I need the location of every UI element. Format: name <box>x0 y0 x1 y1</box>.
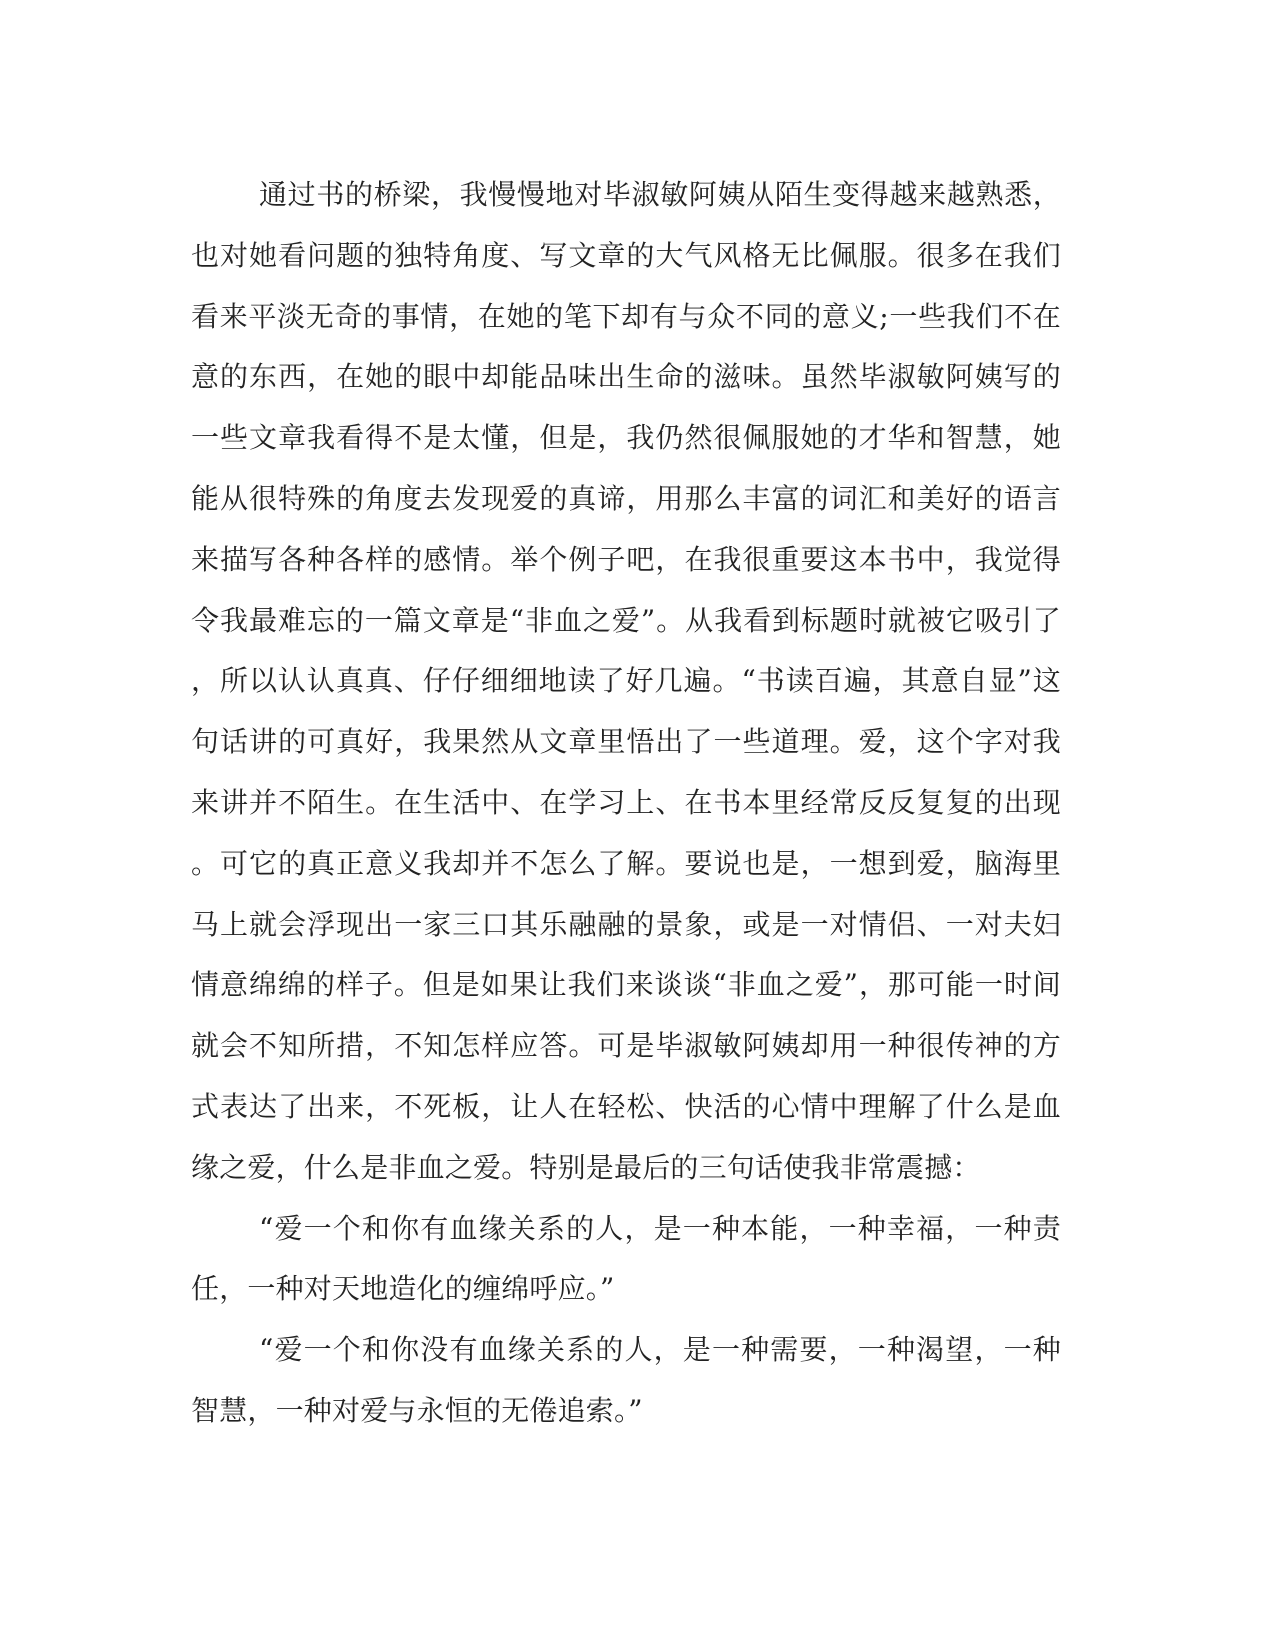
paragraph-line: 式表达了出来，不死板，让人在轻松、快活的心情中理解了什么是血 <box>191 1089 1061 1123</box>
paragraph-line: 能从很特殊的角度去发现爱的真谛，用那么丰富的词汇和美好的语言 <box>191 481 1061 515</box>
quote-line: “爱一个和你没有血缘关系的人，是一种需要，一种渴望，一种 <box>259 1333 1061 1367</box>
paragraph-line: 情意绵绵的样子。但是如果让我们来谈谈“非血之爱”，那可能一时间 <box>191 968 1061 1002</box>
paragraph-line: 意的东西，在她的眼中却能品味出生命的滋味。虽然毕淑敏阿姨写的 <box>191 360 1061 394</box>
paragraph-line: 来讲并不陌生。在生活中、在学习上、在书本里经常反反复复的出现 <box>191 785 1061 819</box>
paragraph-line: 看来平淡无奇的事情，在她的笔下却有与众不同的意义;一些我们不在 <box>191 299 1061 333</box>
paragraph-line: 句话讲的可真好，我果然从文章里悟出了一些道理。爱，这个字对我 <box>191 725 1061 759</box>
paragraph-line: 就会不知所措，不知怎样应答。可是毕淑敏阿姨却用一种很传神的方 <box>191 1029 1061 1063</box>
paragraph-line: 也对她看问题的独特角度、写文章的大气风格无比佩服。很多在我们 <box>191 238 1061 272</box>
paragraph-line: 通过书的桥梁，我慢慢地对毕淑敏阿姨从陌生变得越来越熟悉， <box>259 178 1061 211</box>
paragraph-line: ，所以认认真真、仔仔细细地读了好几遍。“书读百遍，其意自显”这 <box>191 664 1061 698</box>
paragraph-line: 。可它的真正意义我却并不怎么了解。要说也是，一想到爱，脑海里 <box>191 846 1061 880</box>
paragraph-line: 一些文章我看得不是太懂，但是，我仍然很佩服她的才华和智慧，她 <box>191 421 1061 455</box>
paragraph-line: 马上就会浮现出一家三口其乐融融的景象，或是一对情侣、一对夫妇 <box>191 907 1061 941</box>
quote-line: 任，一种对天地造化的缠绵呼应。” <box>191 1272 615 1306</box>
body-text <box>191 165 1061 1442</box>
paragraph-line: 缘之爱，什么是非血之爱。特别是最后的三句话使我非常震撼： <box>191 1150 981 1184</box>
quote-line: “爱一个和你有血缘关系的人，是一种本能，一种幸福，一种责 <box>259 1211 1061 1245</box>
paragraph-line: 令我最难忘的一篇文章是“非血之爱”。从我看到标题时就被它吸引了 <box>191 603 1061 637</box>
quote-line: 智慧，一种对爱与永恒的无倦追索。” <box>191 1393 643 1427</box>
paragraph-line: 来描写各种各样的感情。举个例子吧，在我很重要这本书中，我觉得 <box>191 542 1061 576</box>
